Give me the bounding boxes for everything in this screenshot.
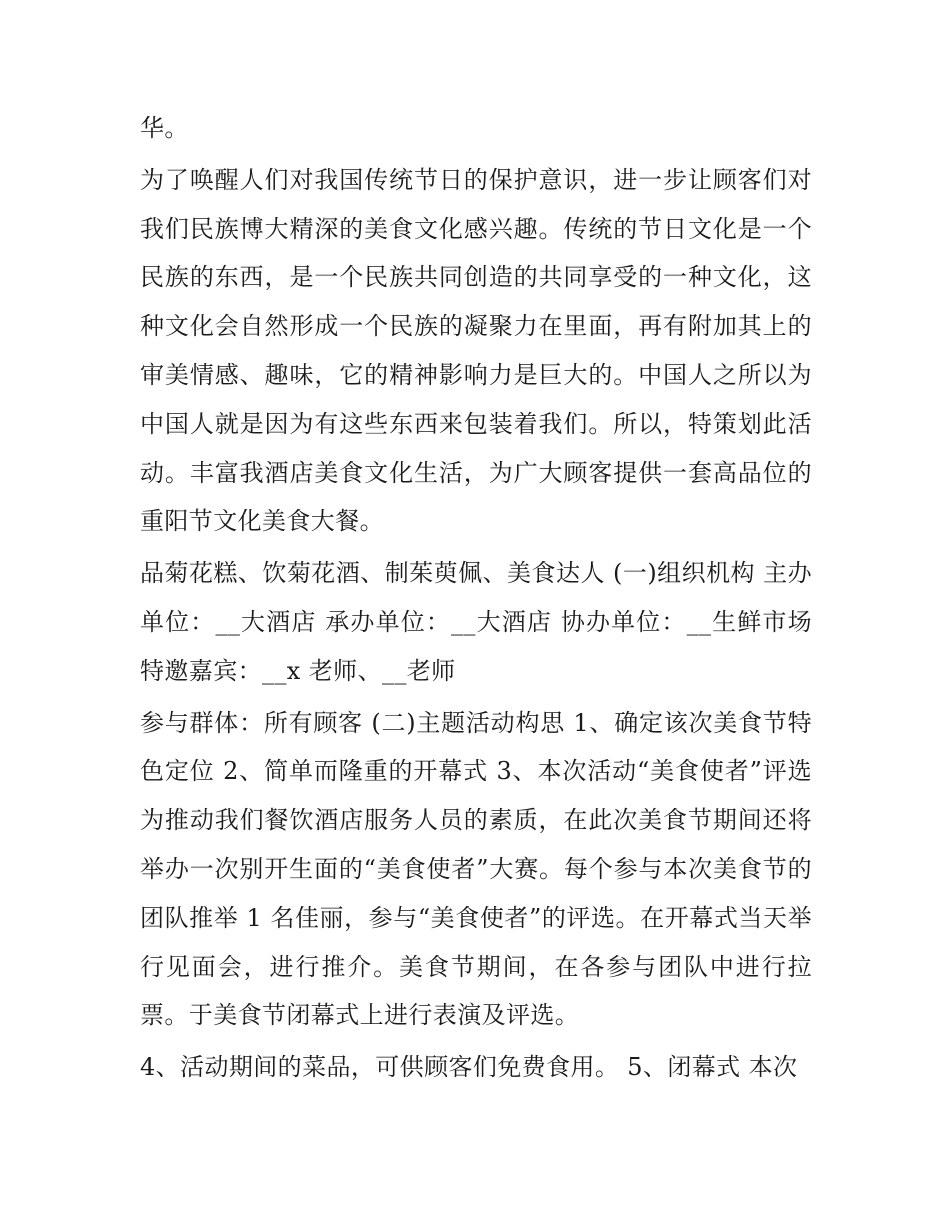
paragraph-2: 为了唤醒人们对我国传统节日的保护意识，进一步让顾客们对我们民族博大精深的美食文化感兴趣。传统的节日文化是一个民族的东西，是一个民族共同创造的共同享受的一种文化，这种文化会自然形成一个民族的凝聚力在里面，再有附加其上的审美情感、趣味，它的精神影响力是巨大的。中国人之所以为中国人就是因为有这些东西来包装着我们。所以，特策划此活动。丰富我酒店美食文化生活，为广大顾客提供一套高品位的重阳节文化美食大餐。: [140, 165, 812, 536]
paragraph-4: 参与群体：所有顾客 (二)主题活动构思 1、确定该次美食节特色定位 2、简单而隆重的开幕式 3、本次活动“美食使者”评选 为推动我们餐饮酒店服务人员的素质，在此次美食节期间还将举办一次别开生面的“美食使者”大赛。每个参与本次美食节的团队推举 1 名佳丽，参与“美食使者”的评选。在开幕式当天举行见面会，进行推介。美食节期间，在各参与团队中进行拉票。于美食节闭幕式上进行表演及评选。: [140, 708, 812, 1030]
document-body: [140, 104, 812, 1095]
paragraph-1: 华。: [140, 114, 189, 142]
paragraph-3: 品菊花糕、饮菊花酒、制茱萸佩、美食达人 (一)组织机构 主办单位：__大酒店 承办单位：__大酒店 协办单位：__生鲜市场 特邀嘉宾：__x 老师、__老师: [140, 559, 812, 685]
paragraph-5: 4、活动期间的菜品，可供顾客们免费食用。 5、闭幕式 本次: [140, 1053, 798, 1082]
